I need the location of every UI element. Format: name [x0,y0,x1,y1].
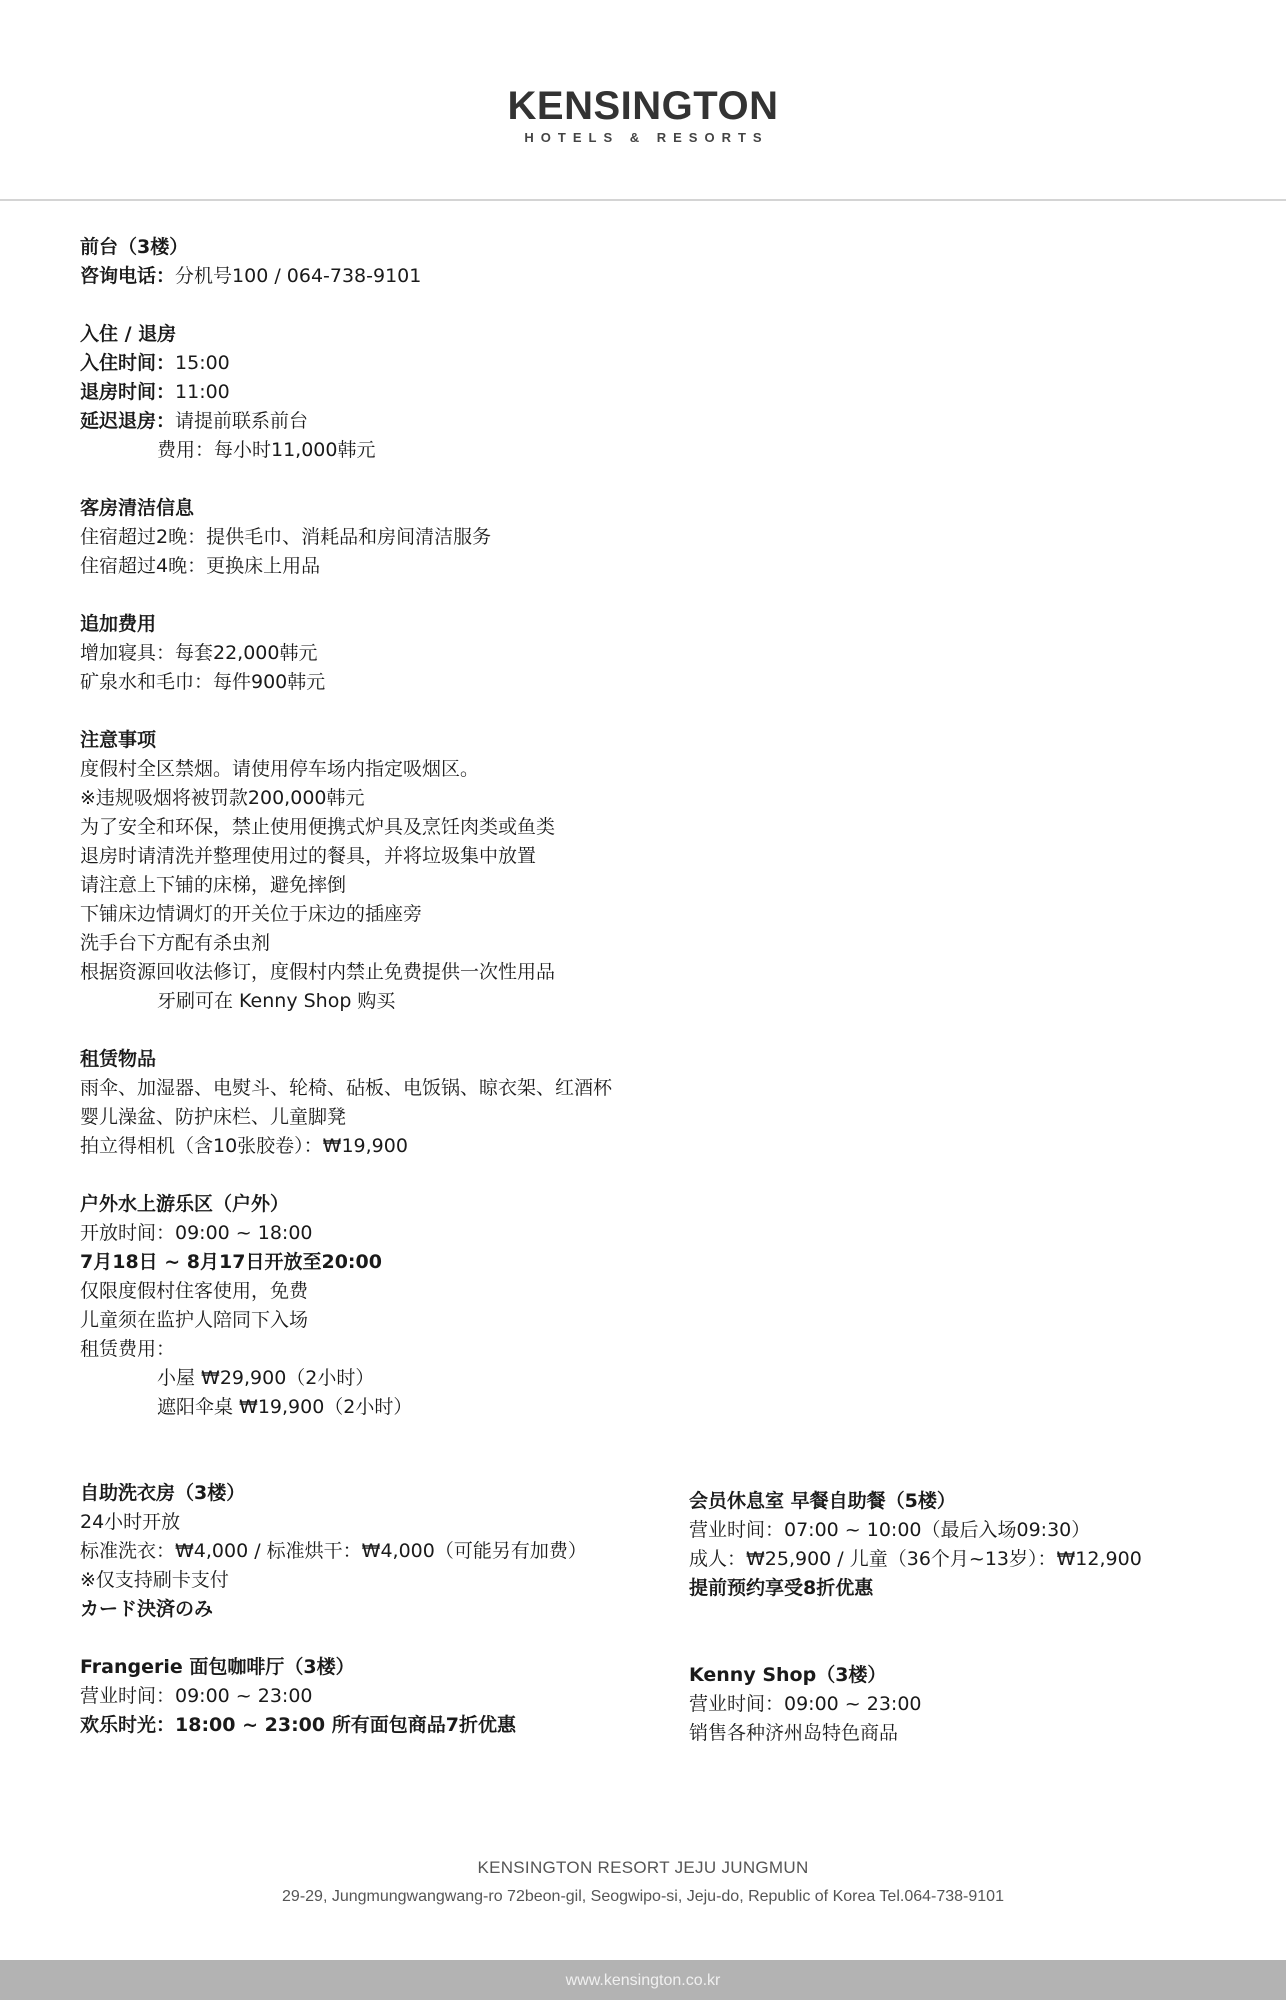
lower-left-content [80,1479,680,1769]
lounge-price: 成人：₩25,900 / 儿童（36个月~13岁）：₩12,900 [689,1548,1142,1570]
footer-address: 29-29, Jungmungwangwang-ro 72beon-gil, Seogwipo-si, Jeju-do, Republic of Korea Tel.064-738-9101 [282,1888,1004,1905]
front-desk-phone [80,262,720,291]
kenny-shop-section [689,1661,1249,1748]
front-desk-section [80,233,720,291]
rentals-title: 租赁物品 [80,1048,157,1070]
kenny-shop-title: Kenny Shop（3楼） [689,1664,887,1686]
extra-fees-title: 追加费用 [80,613,157,635]
late-checkout-value: 请提前联系前台 [175,410,309,432]
checkin-value: 15:00 [175,352,230,374]
cleaning-line: 住宿超过2晚：提供毛巾、消耗品和房间清洁服务 [80,526,492,548]
checkin-label: 入住时间： [80,352,176,374]
rental-line: 拍立得相机（含10张胶卷）：₩19,900 [80,1135,408,1157]
note-line: ※违规吸烟将被罚款200,000韩元 [80,787,365,809]
water-park-rental-item: 遮阳伞桌 ₩19,900（2小时） [157,1396,413,1418]
checkout-time [80,378,720,407]
notes-title: 注意事项 [80,729,157,751]
note-line: 请注意上下铺的床梯，避免摔倒 [80,874,347,896]
note-line: 度假村全区禁烟。请使用停车场内指定吸烟区。 [80,758,480,780]
note-line: 根据资源回收法修订，度假村内禁止免费提供一次性用品 [80,961,556,983]
extra-fees-section [80,610,720,697]
lounge-hours: 营业时间：07:00 ~ 10:00（最后入场09:30） [689,1519,1091,1541]
checkout-label: 退房时间： [80,381,176,403]
lounge-discount: 提前预约享受8折优惠 [689,1577,874,1599]
note-line: 退房时请清洗并整理使用过的餐具，并将垃圾集中放置 [80,845,537,867]
cleaning-title: 客房清洁信息 [80,497,195,519]
bakery-happy-hour: 欢乐时光：18:00 ~ 23:00 所有面包商品7折优惠 [80,1714,516,1736]
laundry-section [80,1479,680,1624]
water-park-rental-item: 小屋 ₩29,900（2小时） [157,1367,375,1389]
bakery-hours: 营业时间：09:00 ~ 23:00 [80,1685,313,1707]
late-checkout-label: 延迟退房： [80,410,176,432]
late-checkout [80,407,720,436]
rentals-section [80,1045,720,1161]
laundry-card-note: ※仅支持刷卡支付 [80,1569,229,1591]
rental-line: 雨伞、加湿器、电熨斗、轮椅、砧板、电饭锅、晾衣架、红酒杯 [80,1077,613,1099]
footer-resort-name: KENSINGTON RESORT JEJU JUNGMUN [477,1858,809,1877]
lounge-title: 会员休息室 早餐自助餐（5楼） [689,1490,956,1512]
late-checkout-fee: 费用：每小时11,000韩元 [157,439,376,461]
kenny-shop-desc: 销售各种济州岛特色商品 [689,1722,899,1744]
main-content [80,233,720,1451]
spacer [689,1632,1249,1661]
kenny-shop-hours: 营业时间：09:00 ~ 23:00 [689,1693,922,1715]
notes-section [80,726,720,1016]
laundry-card-note-jp: カード決済のみ [80,1598,214,1620]
water-park-title: 户外水上游乐区（户外） [80,1193,290,1215]
phone-value: 分机号100 / 064-738-9101 [175,265,422,287]
lounge-section [689,1487,1249,1603]
cleaning-line: 住宿超过4晚：更换床上用品 [80,555,321,577]
brand-name: KENSINGTON [507,84,779,128]
check-in-out-section [80,320,720,465]
bakery-section [80,1653,680,1740]
laundry-title: 自助洗衣房（3楼） [80,1482,246,1504]
brand-subtitle: HOTELS & RESORTS [524,130,769,145]
rental-line: 婴儿澡盆、防护床栏、儿童脚凳 [80,1106,347,1128]
footer-bar [0,1960,1286,2000]
header-divider [0,199,1286,201]
extra-fee-line: 增加寝具：每套22,000韩元 [80,642,318,664]
checkin-time [80,349,720,378]
check-in-out-title: 入住 / 退房 [80,323,177,345]
lower-right-content [689,1487,1249,1777]
extra-fee-line: 矿泉水和毛巾：每件900韩元 [80,671,326,693]
water-park-section [80,1190,720,1422]
front-desk-title: 前台（3楼） [80,236,189,258]
cleaning-section [80,494,720,581]
footer-website-link[interactable]: www.kensington.co.kr [565,1972,721,1989]
water-park-hours: 开放时间：09:00 ~ 18:00 [80,1222,313,1244]
water-park-guests: 仅限度假村住客使用，免费 [80,1280,309,1302]
water-park-children: 儿童须在监护人陪同下入场 [80,1309,309,1331]
laundry-price: 标准洗衣：₩4,000 / 标准烘干：₩4,000（可能另有加费） [80,1540,587,1562]
checkout-value: 11:00 [175,381,230,403]
note-line: 为了安全和环保，禁止使用便携式炉具及烹饪肉类或鱼类 [80,816,556,838]
water-park-extended: 7月18日 ~ 8月17日开放至20:00 [80,1251,382,1273]
note-line: 下铺床边情调灯的开关位于床边的插座旁 [80,903,423,925]
note-line: 洗手台下方配有杀虫剂 [80,932,271,954]
bakery-title: Frangerie 面包咖啡厅（3楼） [80,1656,355,1678]
brand-logo [0,84,1286,145]
water-park-rental-label: 租赁费用： [80,1338,176,1360]
laundry-hours: 24小时开放 [80,1511,181,1533]
phone-label: 咨询电话： [80,265,176,287]
note-line-indented: 牙刷可在 Kenny Shop 购买 [157,990,396,1012]
